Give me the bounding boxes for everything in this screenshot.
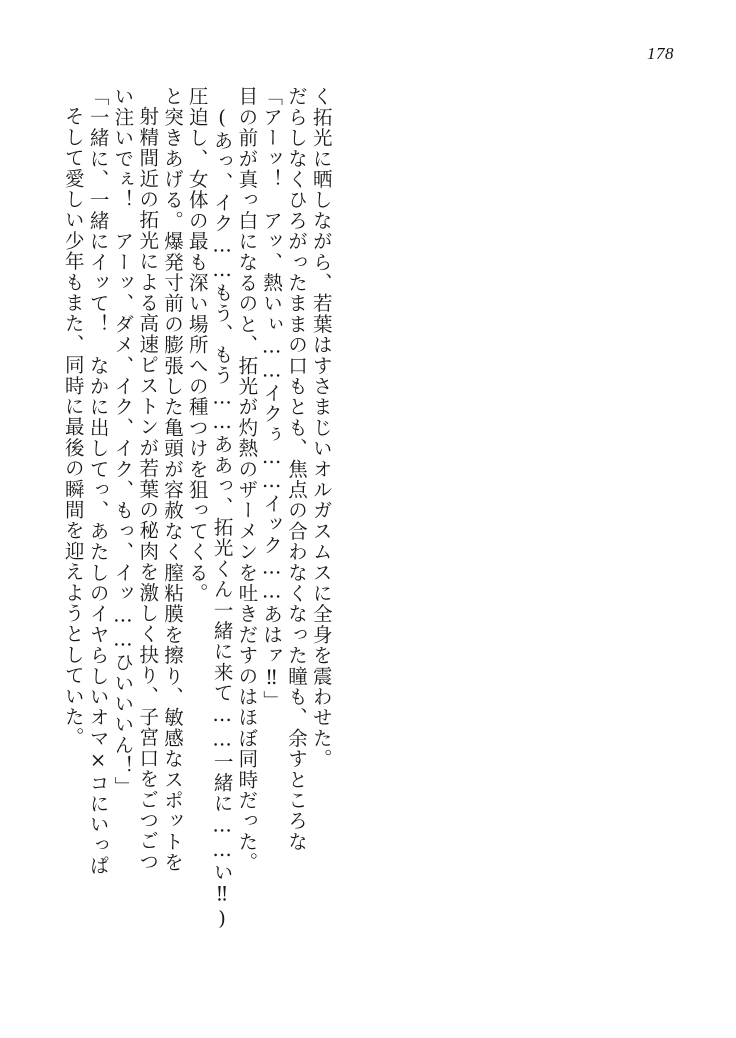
text-column: い注いでぇ！ アーッ、ダメ、イク、イク、もっ、イッ……ひいいいん！」 <box>111 86 135 797</box>
text-column: 圧迫し、女体の最も深い場所への種つけを狙ってくる。 <box>185 86 209 604</box>
text-column: そして愛しい少年もまた、同時に最後の瞬間を迎えようとしていた。 <box>61 106 85 748</box>
text-column: 目の前が真っ白になるのと、拓光が灼熱のザーメンを吐きだすのはほぼ同時だった。 <box>235 86 259 873</box>
text-column: だらしなくひろがったままの口もとも、焦点の合わなくなった瞳も、余すところな <box>284 86 308 852</box>
page-number: 178 <box>647 44 674 63</box>
vertical-body-text <box>58 86 678 966</box>
text-column: 「アーッ！ アッ、熱いぃ……イクぅ……イック……あはァ‼」 <box>260 86 284 711</box>
text-column: 「一緒に、一緒にイッて！ なかに出してっ、あたしのイヤらしいオマ×コにいっぱ <box>86 86 110 877</box>
text-column: と突きあげる。爆発寸前の膨張した亀頭が容赦なく膣粘膜を擦り、敏感なスポットを <box>160 86 184 873</box>
text-column: く拓光に晒しながら、若葉はすさまじいオルガスムスに全身を震わせた。 <box>309 86 333 770</box>
text-column: (あっ、イク……もう、もう……ああっ、拓光くん一緒に来て……一緒に……い‼) <box>210 106 234 932</box>
text-column: 射精間近の拓光による高速ピストンが若葉の秘肉を激しく抉り、子宮口をごつごつ <box>136 106 160 872</box>
